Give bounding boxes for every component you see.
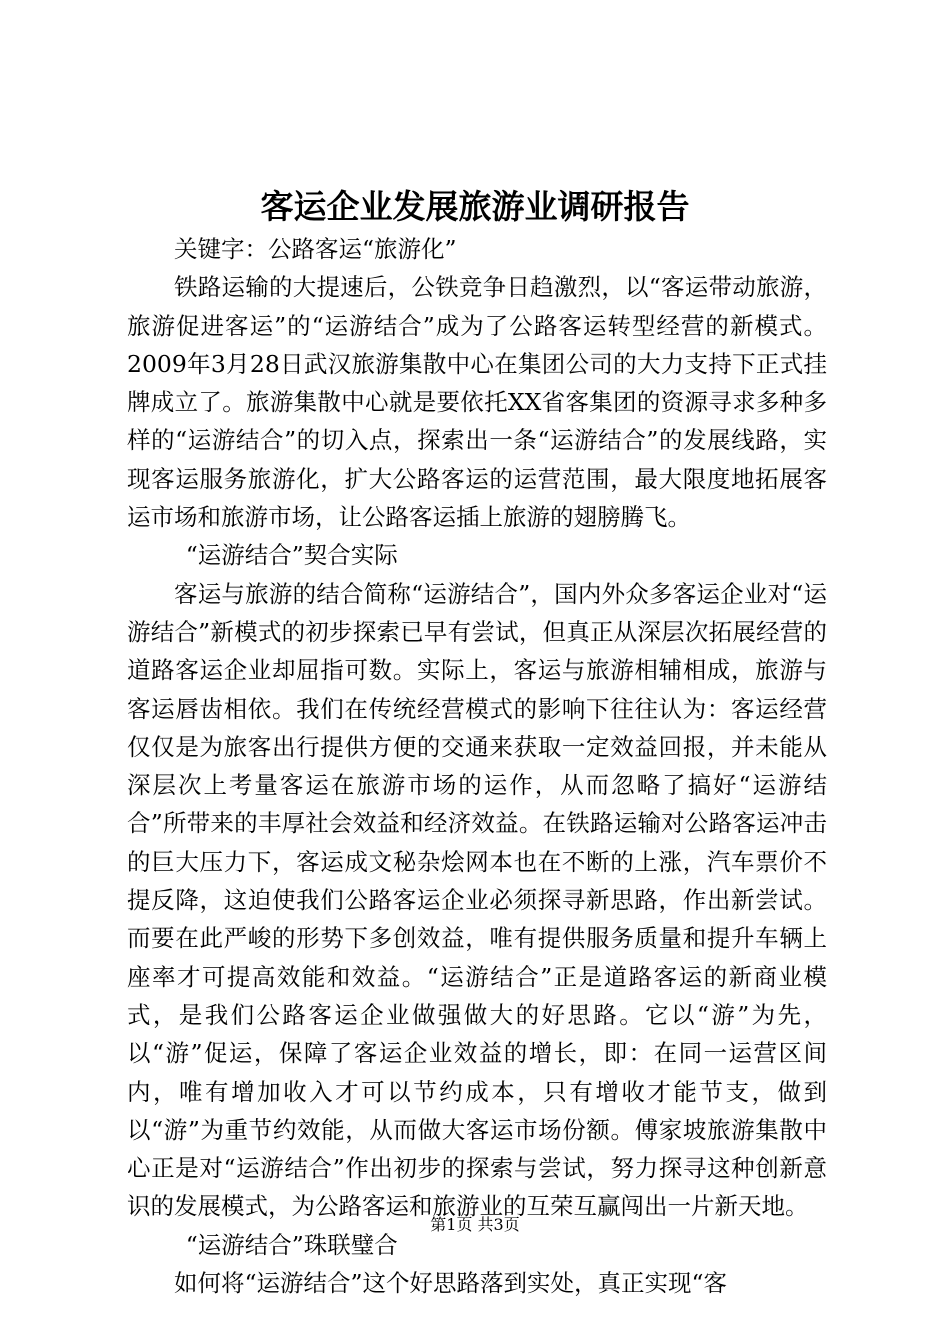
intro-paragraph: 铁路运输的大提速后，公铁竞争日趋激烈，以“客运带动旅游，旅游促进客运”的“运游结合”成为了公路客运转型经营的新模式。2009年3月28日武汉旅游集散中心在集团公司的大力支持下正式挂牌成立了。旅游集散中心就是要依托XX省客集团的资源寻求多种多样的“运游结合”的切入点，探索出一条“运游结合”的发展线路，实现客运服务旅游化，扩大公路客运的运营范围，最大限度地拓展客运市场和旅游市场，让公路客运插上旅游的翅膀腾飞。 xyxy=(127,273,827,532)
document-title: 客运企业发展旅游业调研报告 xyxy=(260,187,690,226)
section-heading-2: “运游结合”珠联璧合 xyxy=(185,1230,398,1259)
page-footer: 第1页 共3页 xyxy=(430,1215,520,1234)
section-2-paragraph: 如何将“运游结合”这个好思路落到实处，真正实现“客 xyxy=(174,1269,728,1298)
section-1-paragraph: 客运与旅游的结合简称“运游结合”，国内外众多客运企业对“运游结合”新模式的初步探索已早有尝试，但真正从深层次拓展经营的道路客运企业却屈指可数。实际上，客运与旅游相辅相成，旅游与客运唇齿相依。我们在传统经营模式的影响下往往认为：客运经营仅仅是为旅客出行提供方便的交通来获取一定效益回报，并未能从深层次上考量客运在旅游市场的运作，从而忽略了搞好“运游结合”所带来的丰厚社会效益和经济效益。在铁路运输对公路客运冲击的巨大压力下，客运成文秘杂烩网本也在不断的上涨，汽车票价不提反降，这迫使我们公路客运企业必须探寻新思路，作出新尝试。而要在此严峻的形势下多创效益，唯有提供服务质量和提升车辆上座率才可提高效能和效益。“运游结合”正是道路客运的新商业模式，是我们公路客运企业做强做大的好思路。它以“游”为先，以“游”促运，保障了客运企业效益的增长，即：在同一运营区间内，唯有增加收入才可以节约成本，只有增收才能节支，做到以“游”为重节约效能，从而做大客运市场份额。傅家坡旅游集散中心正是对“运游结合”作出初步的探索与尝试，努力探寻这种创新意识的发展模式，为公路客运和旅游业的互荣互赢闯出一片新天地。 xyxy=(127,579,827,1221)
keywords-line: 关键字：公路客运“旅游化” xyxy=(174,235,457,263)
document-body xyxy=(127,230,827,1302)
section-heading-1: “运游结合”契合实际 xyxy=(185,541,398,570)
